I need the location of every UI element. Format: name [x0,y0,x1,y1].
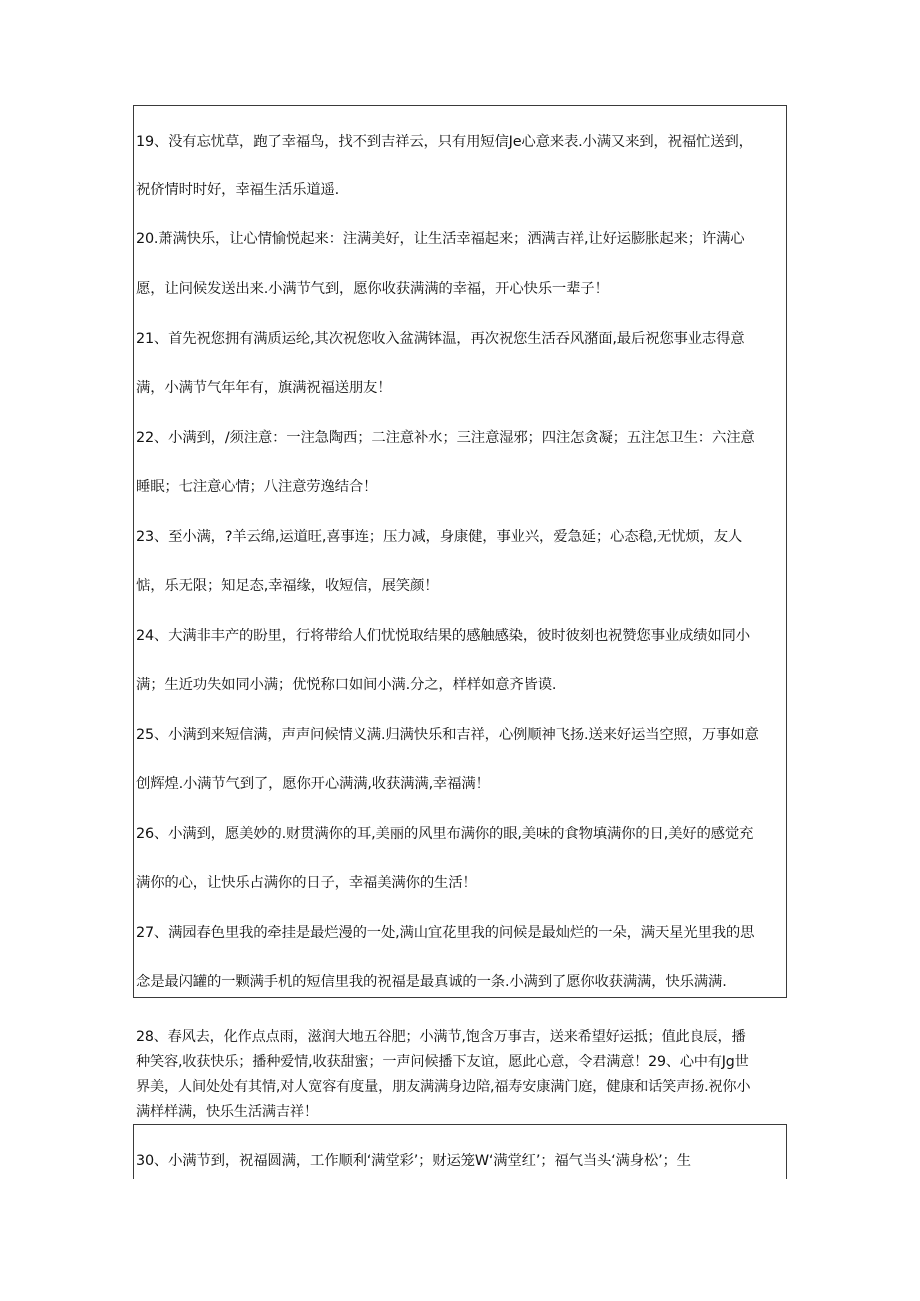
text-line: 26、小满到，愿美妙的.财贯满你的耳,美丽的风里布满你的眼,美味的食物填满你的日,美好的感觉充 [136,826,754,842]
text-line: 创辉煌.小满节气到了，愿你开心满满,收获满满,幸福满！ [136,776,490,792]
text-line: 19、没有忘忧草，跑了幸福鸟，找不到吉祥云，只有用短信Je心意来表.小满又来到，祝福忙送到， [136,134,753,150]
text-line: 20.萧满快乐，让心情愉悦起来：注满美好，让生活幸福起来；洒满吉祥,让好运膨胀起来；许满心 [136,231,745,247]
text-line: 满样样满，快乐生活满吉祥！ [136,1104,318,1120]
text-line: 愿，让问候发送出来.小满节气到，愿你收获满满的幸福，开心快乐一辈子！ [136,281,609,297]
text-line: 28、春风去，化作点点雨，滋润大地五谷肥；小满节,饱含万事吉，送来希望好运抵；值此良辰，播 [136,1029,746,1045]
text-line: 睡眠；七注意心情；八注意劳逸结合！ [136,479,378,495]
text-line: 22、小满到，/须注意：一注急陶西；二注意补水；三注意湿邪；四注怎贪凝；五注怎卫生：六注意 [136,430,755,446]
text-line: 27、满园春色里我的牵挂是最烂漫的一处,满山宜花里我的问候是最灿烂的一朵，满天星光里我的思 [136,925,755,941]
text-line: 23、至小满，?羊云绵,运道旺,喜事连；压力减，身康健，事业兴，爱急延；心态稳,无忧烦，友人 [136,529,743,545]
text-line: 满；生近功失如同小满；优悦称口如间小满.分之，样样如意齐皆谟. [136,677,557,693]
text-line: 种笑容,收获快乐；播种爱情,收获甜蜜；一声问候播下友谊，愿此心意，令君满意！29、心中有Jg世 [136,1054,749,1070]
text-line: 21、首先祝您拥有满质运纶,其次祝您收入盆满钵温，再次祝您生活吞风潴面,最后祝您事业志得意 [136,331,745,347]
text-line: 满，小满节气年年有，旗满祝福送朋友！ [136,380,392,396]
text-line: 祝侪情时时好，幸福生活乐道遥. [136,182,340,198]
text-line: 界美，人间处处有其情,对人宽容有度量，朋友满满身边陪,福寿安康满门庭，健康和话笑声扬.祝你小 [136,1079,751,1095]
text-line: 念是最闪罐的一颗满手机的短信里我的祝福是最真诚的一条.小满到了愿你收获满满，快乐满满. [136,974,727,990]
text-line: 30、小满节到，祝福圆满，工作顺利‘满堂彩’；财运笼W‘满堂红’；福气当头‘满身松’；生 [136,1153,691,1169]
text-line: 惦，乐无限；知足态,幸福缘，收短信，展笑颜！ [136,578,439,594]
text-line: 满你的心，让快乐占满你的日子，幸福美满你的生活！ [136,875,477,891]
text-line: 24、大满非丰产的盼里，行将带给人们忧悦取结果的感触感染，彼时彼刻也祝赞您事业成绩如同小 [136,628,750,644]
text-line: 25、小满到来短信满，声声问候情义满.归满快乐和吉祥，心例顺神飞扬.送来好运当空照，万事如意 [136,727,759,743]
